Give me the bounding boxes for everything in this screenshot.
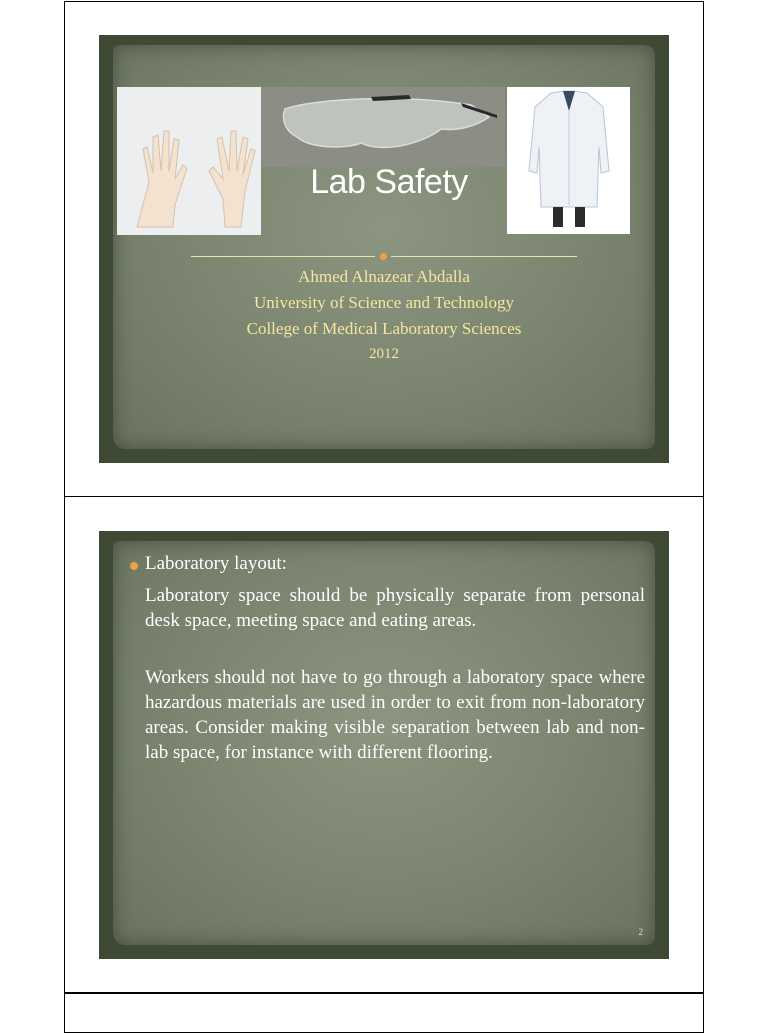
page-frame-3: [64, 993, 704, 1033]
section-heading: Laboratory layout:: [145, 553, 287, 574]
slide-2: [99, 531, 669, 959]
slide-title: Lab Safety: [310, 163, 468, 201]
divider-dot: [380, 253, 387, 260]
college-name: College of Medical Laboratory Sciences: [246, 319, 522, 338]
paragraph-1: Laboratory space should be physically separate from personal desk space, meeting space and eating areas.: [145, 585, 645, 631]
author-name: Ahmed Alnazear Abdalla: [298, 267, 470, 286]
divider-line-left: [191, 256, 375, 257]
paragraph-2: Workers should not have to go through a laboratory space where hazardous materials are used in order to exit from non-laboratory areas. Consider making visible separation between lab and non-lab space, for instance with different flooring.: [145, 667, 645, 763]
university-name: University of Science and Technology: [253, 293, 515, 312]
bullet-dot-icon: [130, 562, 138, 570]
goggles-image: [261, 87, 505, 167]
gloves-image: [117, 87, 261, 235]
slide-1: [99, 35, 669, 463]
divider-line-right: [391, 256, 577, 257]
slide-number: 2: [638, 927, 643, 937]
year: 2012: [369, 346, 399, 362]
lab-coat-image: [507, 87, 630, 234]
